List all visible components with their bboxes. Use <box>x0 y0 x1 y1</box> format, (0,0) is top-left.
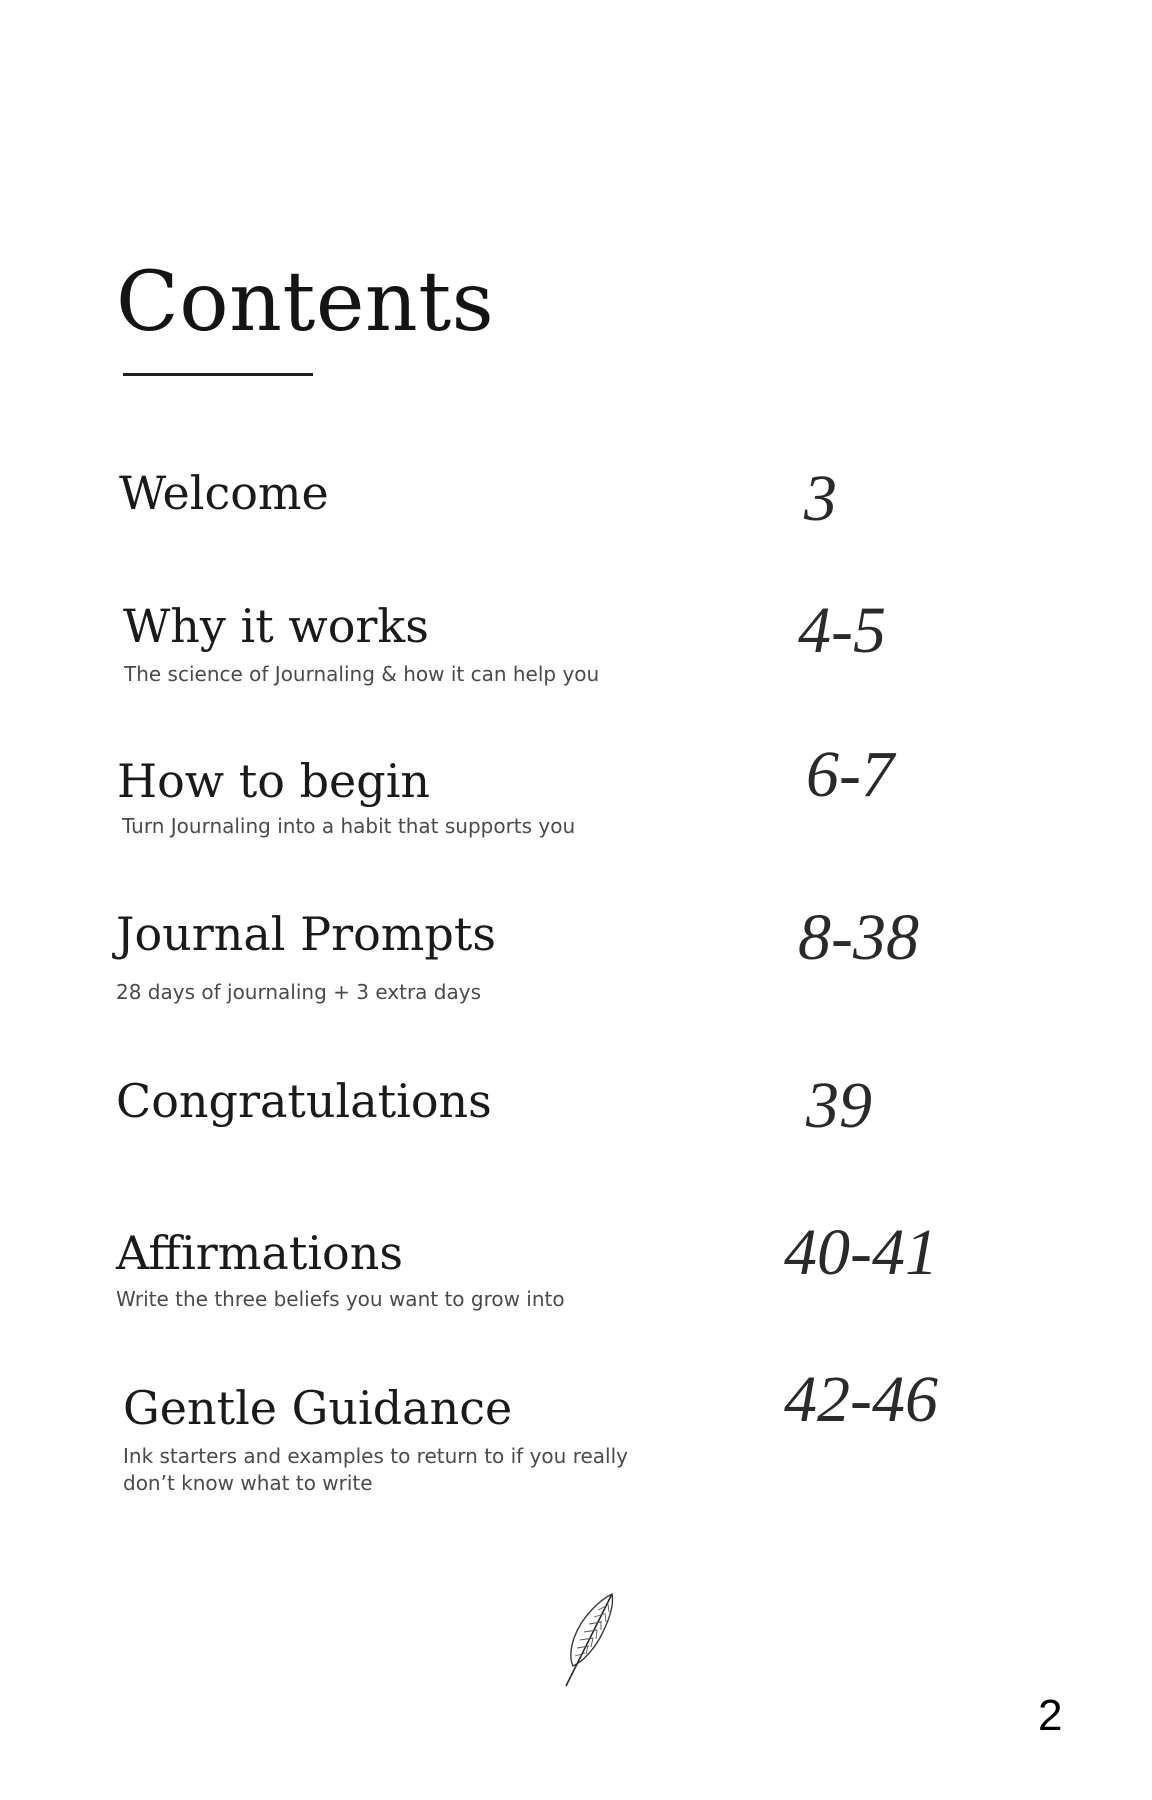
toc-entry-why-it-works-title: Why it works <box>123 599 429 653</box>
toc-entry-gentle-guidance-title: Gentle Guidance <box>123 1381 513 1435</box>
toc-entry-affirmations-title: Affirmations <box>116 1226 403 1280</box>
toc-entry-journal-prompts-title: Journal Prompts <box>116 907 496 961</box>
toc-entry-how-to-begin-title: How to begin <box>117 754 431 808</box>
toc-entry-affirmations-pages: 40-41 <box>784 1216 938 1289</box>
toc-entry-why-it-works-pages: 4-5 <box>798 594 886 667</box>
toc-entry-affirmations-subtitle: Write the three beliefs you want to grow into <box>116 1287 565 1311</box>
page-title: Contents <box>116 255 495 350</box>
page-number: 2 <box>1038 1691 1063 1740</box>
toc-entry-how-to-begin-subtitle: Turn Journaling into a habit that supports you <box>122 814 576 838</box>
toc-entry-congratulations-pages: 39 <box>806 1069 872 1142</box>
toc-entry-welcome-pages: 3 <box>804 462 837 535</box>
toc-entry-gentle-guidance-pages: 42-46 <box>784 1363 938 1436</box>
toc-entry-welcome-title: Welcome <box>119 466 329 520</box>
feather-icon <box>560 1590 616 1688</box>
toc-entry-congratulations-title: Congratulations <box>116 1074 492 1128</box>
toc-entry-how-to-begin-pages: 6-7 <box>806 738 894 811</box>
toc-entry-journal-prompts-pages: 8-38 <box>798 901 919 974</box>
toc-entry-why-it-works-subtitle: The science of Journaling & how it can help you <box>124 662 600 686</box>
toc-entry-gentle-guidance-subtitle: Ink starters and examples to return to if you really don’t know what to write <box>123 1444 628 1495</box>
title-underline <box>123 373 313 376</box>
toc-entry-journal-prompts-subtitle: 28 days of journaling + 3 extra days <box>116 980 481 1004</box>
